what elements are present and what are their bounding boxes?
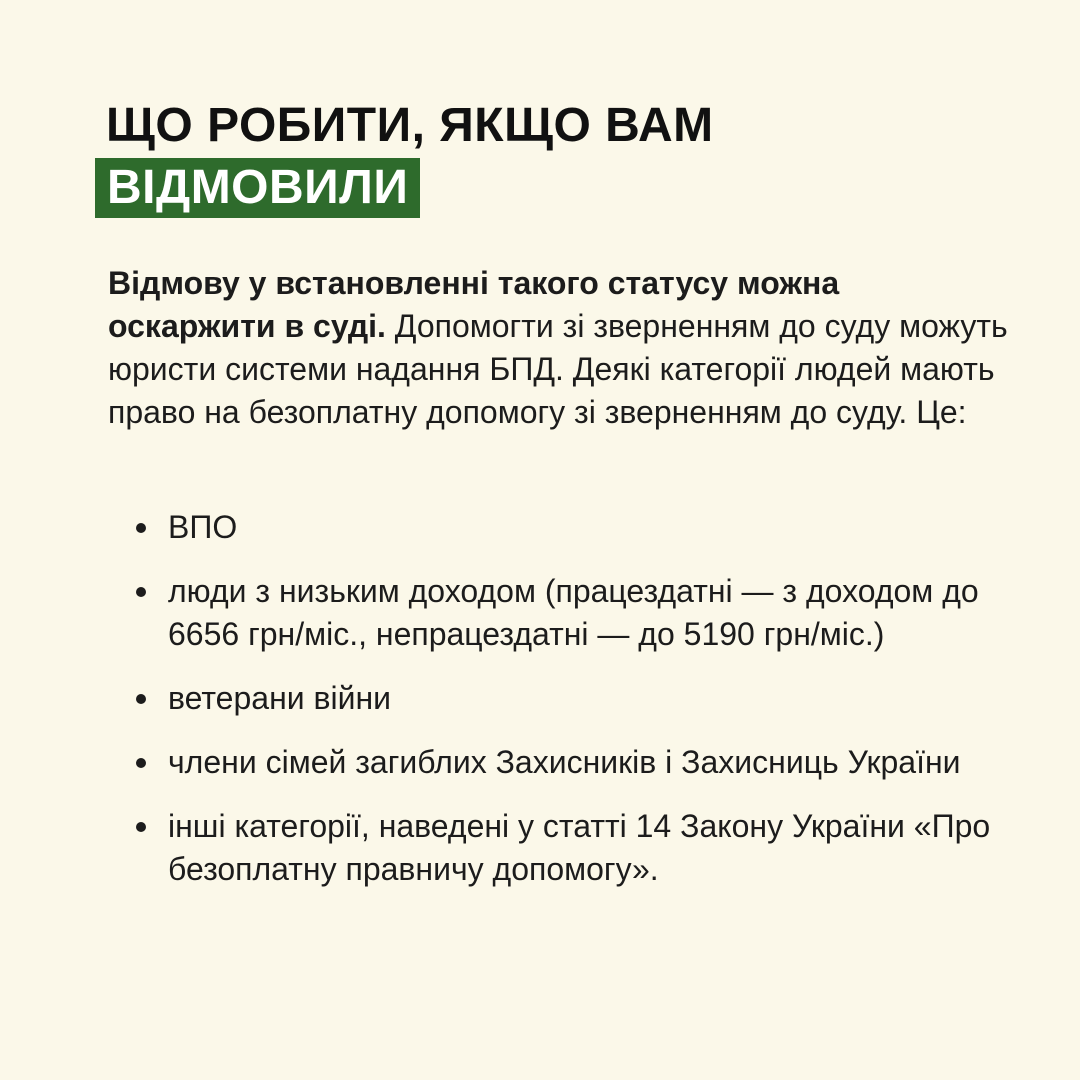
list-item [136, 677, 996, 720]
eligible-categories-list [136, 506, 996, 912]
list-item [136, 741, 996, 784]
list-item-text: ветерани війни [168, 680, 392, 716]
intro-paragraph [108, 262, 1008, 434]
list-item [136, 506, 996, 549]
list-item-text: інші категорії, наведені у статті 14 Закону України «Про безоплатну правничу допомогу». [168, 808, 991, 887]
title-highlight: ВІДМОВИЛИ [95, 158, 420, 218]
intro-regular-text: Допомогти зі зверненням до суду можуть юристи системи надання БПД. Деякі категорії людей мають право на безоплатну допомогу зі зверненням до суду. Це: [108, 308, 1008, 430]
list-item-text: члени сімей загиблих Захисників і Захисниць України [168, 744, 961, 780]
bullet-icon [136, 587, 146, 597]
bullet-icon [136, 822, 146, 832]
list-item [136, 805, 996, 891]
bullet-icon [136, 523, 146, 533]
bullet-icon [136, 694, 146, 704]
list-item-text: люди з низьким доходом (працездатні — з доходом до 6656 грн/міс., непрацездатні — до 5190 грн/міс.) [168, 573, 979, 652]
intro-bold-text: Відмову у встановленні такого статусу можна оскаржити в суді. [108, 265, 840, 344]
list-item-text: ВПО [168, 509, 238, 545]
bullet-icon [136, 758, 146, 768]
list-item [136, 570, 996, 656]
title-line: ЩО РОБИТИ, ЯКЩО ВАМ [106, 99, 714, 152]
